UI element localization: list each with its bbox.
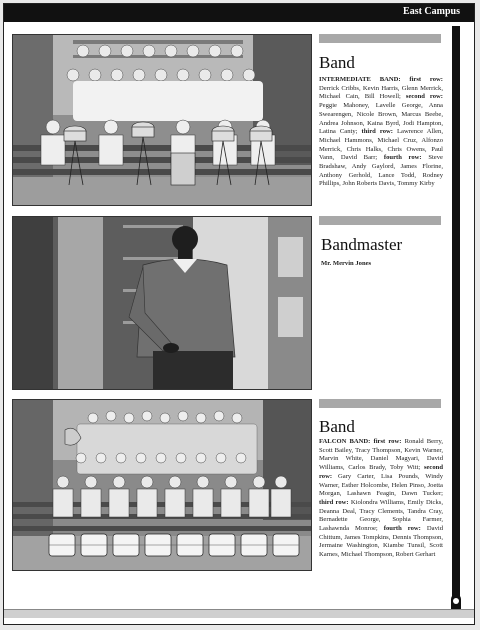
caption-label-row2: second row: xyxy=(319,464,443,480)
intermediate-band-caption xyxy=(319,76,443,189)
caption-row1: Ronald Berry, Scott Bailey, Tracy Thompson, Kevin Warner, Marvin White, Daniel Magyari, David Williams, Carlos Brady, Toby Witt; xyxy=(319,438,443,472)
caption-label-row4: fourth row: xyxy=(383,154,422,162)
caption-label-row2: second row: xyxy=(405,93,443,101)
section-band-1 xyxy=(319,34,441,43)
section-band-2 xyxy=(319,216,441,225)
bottom-band xyxy=(4,609,474,618)
caption-row4: Steve Bradshaw, Andy Gaylord, James Florine, Anthony Gerhold, Lance Todd, Rodney Phillips, John Roberts Davis, Tommy Kirby xyxy=(319,154,443,188)
caption-lead: FALCON BAND: first row: xyxy=(319,438,402,445)
section-title-band-2: Band xyxy=(319,417,355,436)
intermediate-band-photo xyxy=(12,34,312,206)
right-margin-rule xyxy=(452,26,460,614)
falcon-band-photo xyxy=(12,399,312,571)
caption-row4: David Chittum, James Tompkins, Dennis Thompson, Jermaine Washington, Kiambe Tunsil, Scott Karnes, Michael Thompson, Robert Gerhart xyxy=(319,525,443,559)
section-band-3 xyxy=(319,399,441,408)
bandmaster-caption xyxy=(321,260,441,269)
caption-row1: Derrick Cribbs, Kevin Harris, Glenn Merrick, Michael Cain, Bill Howell; xyxy=(319,84,443,101)
bandmaster-name: Mr. Mervin Jones xyxy=(321,260,372,267)
caption-label-row3: third row: xyxy=(361,128,393,136)
section-title-band-1: Band xyxy=(319,53,355,72)
caption-lead: INTERMEDIATE BAND: first row: xyxy=(319,76,443,83)
section-title-bandmaster: Bandmaster xyxy=(321,235,403,254)
section-label: East Campus xyxy=(403,6,460,17)
falcon-band-caption xyxy=(319,438,443,560)
caption-row2: Peggie Mahoney, Lavelle George, Anna Swearengen, Nicole Brown, Marcus Beebe, Andrea Johnson, Kaina Byrd, Jodi Hampton, Latina Canty; xyxy=(319,102,443,136)
header-bar xyxy=(4,4,474,22)
caption-label-row3: third row: xyxy=(319,498,349,506)
caption-row3: Lawrence Allen, Michael Hammons, Michael Cruz, Alfonzo Merrick, Chris Halks, Chris Owens, Paul Vann, David Barr; xyxy=(319,128,443,162)
yearbook-page xyxy=(3,3,475,625)
bandmaster-photo xyxy=(12,216,312,390)
caption-row3: Kiolondra Williams, Emily Dicks, Deanna Deal, Tracy Clements, Tandra Cray, Bernadette George, Sophia Farmer, Lashawnda Monroe; xyxy=(319,498,443,533)
caption-label-row4: fourth row: xyxy=(383,525,421,533)
caption-row2: Gary Carter, Lisa Pounds, Windy Warner, Esther Holcombe, Helen Pinso, Joetta Morgan, Lashawn Feagin, Dawn Tucker; xyxy=(319,472,443,498)
